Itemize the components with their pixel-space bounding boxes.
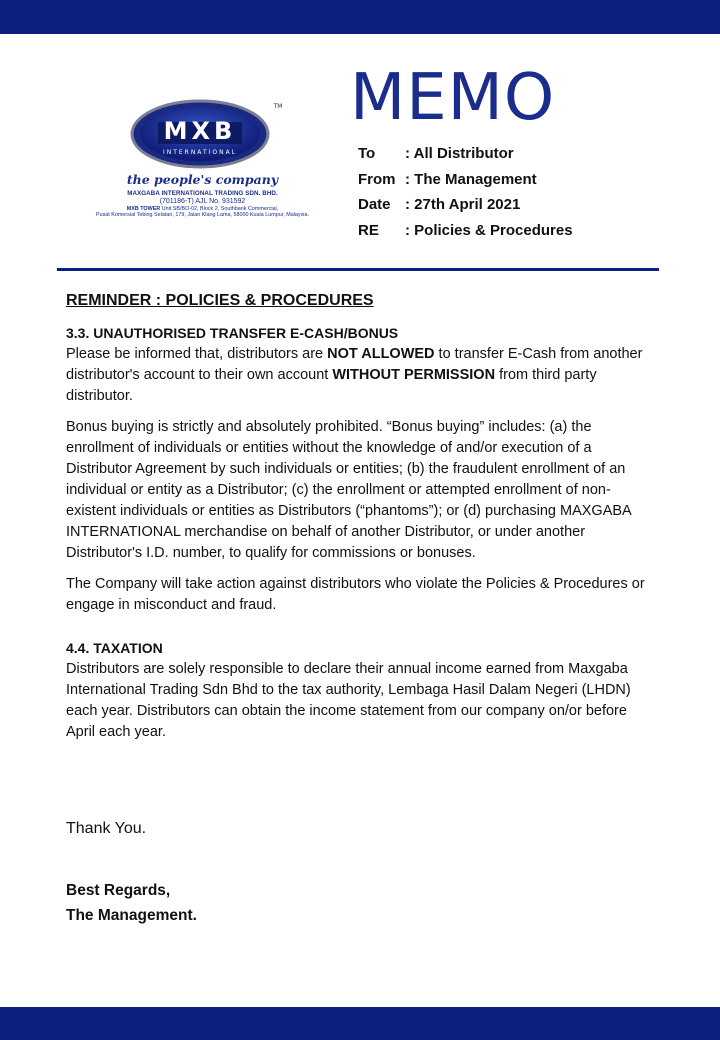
logo-wordmark: MXB <box>163 117 236 145</box>
signoff-line2: The Management. <box>66 907 197 924</box>
signoff-line1: Best Regards, <box>66 882 171 899</box>
thank-you-text: Thank You. <box>66 820 147 837</box>
logo-trademark: TM <box>273 103 282 110</box>
section-heading-transfer: 3.3. UNAUTHORISED TRANSFER E-CASH/BONUS <box>66 325 399 341</box>
memo-value: : The Management <box>405 170 537 188</box>
memo-value: : 27th April 2021 <box>405 196 521 214</box>
company-registration: (701186-T) AJL No. 931592 <box>159 198 246 205</box>
text-run: from third party distributor. <box>66 367 597 404</box>
address-line1-text: Unit SB/BO-02, Block 2, Southbank Commercial, <box>160 206 279 212</box>
company-tagline: the people's company <box>126 172 279 187</box>
memo-key: To <box>358 145 376 163</box>
reminder-heading: REMINDER : POLICIES & PROCEDURES <box>66 292 374 309</box>
logo-subtext: INTERNATIONAL <box>162 149 237 156</box>
memo-row-from <box>358 167 573 193</box>
memo-body <box>66 290 646 753</box>
memo-key: Date <box>358 196 391 214</box>
paragraph-taxation: Distributors are solely responsible to declare their annual income earned from Maxgaba International Trading Sdn Bhd to the tax authority, Lembaga Hasil Dalam Negeri (LHDN) each year. Distributors can obtain the income statement from our company on/or before April each year. <box>66 661 631 740</box>
memo-key: From <box>358 170 396 188</box>
memo-row-to <box>358 141 573 167</box>
company-name: MAXGABA INTERNATIONAL TRADING SDN. BHD. <box>127 190 278 197</box>
company-logo-block <box>60 98 345 218</box>
memo-fields <box>358 141 573 243</box>
top-banner-bar <box>0 0 720 34</box>
memo-value: : All Distributor <box>405 145 514 163</box>
bottom-banner-bar <box>0 1007 720 1040</box>
memo-key: RE <box>358 221 379 239</box>
memo-title: MEMO <box>350 61 556 135</box>
section-heading-taxation: 4.4. TAXATION <box>66 640 163 656</box>
text-run: to transfer E-Cash from another distributor's account to their own account <box>66 346 643 383</box>
text-run: Please be informed that, distributors are <box>66 346 328 362</box>
mxb-logo <box>118 98 288 170</box>
text-run-bold: NOT ALLOWED <box>327 346 435 362</box>
text-run-bold: WITHOUT PERMISSION <box>332 367 496 383</box>
memo-row-date <box>358 192 573 218</box>
memo-value: : Policies & Procedures <box>405 221 573 239</box>
address-bold-label: MXB TOWER <box>126 206 161 212</box>
signoff <box>66 878 197 928</box>
header-divider <box>57 268 659 271</box>
paragraph-company-action: The Company will take action against distributors who violate the Policies & Procedures or engage in misconduct and fraud. <box>66 576 645 613</box>
memo-row-re <box>358 218 573 244</box>
company-address-line2: Pusat Komersial Tebing Selatan, 179, Jalan Klang Lama, 58000 Kuala Lumpur, Malaysia. <box>96 212 309 218</box>
paragraph-bonus-buying: Bonus buying is strictly and absolutely prohibited. “Bonus buying” includes: (a) the enrollment of individuals or entities without the knowledge of and/or execution of a Distributor Agreement by such individuals or entities; (b) the fraudulent enrollment of an individual or entity as a Distributor; (c) the enrollment or attempted enrollment of non-existent individuals or entities as Distributors (“phantoms”); or (d) purchasing MAXGABA INTERNATIONAL merchandise on behalf of another Distributor, or under another Distributor's I.D. number, to qualify for commissions or bonuses. <box>66 419 631 561</box>
paragraph-transfer-notice <box>66 344 646 407</box>
